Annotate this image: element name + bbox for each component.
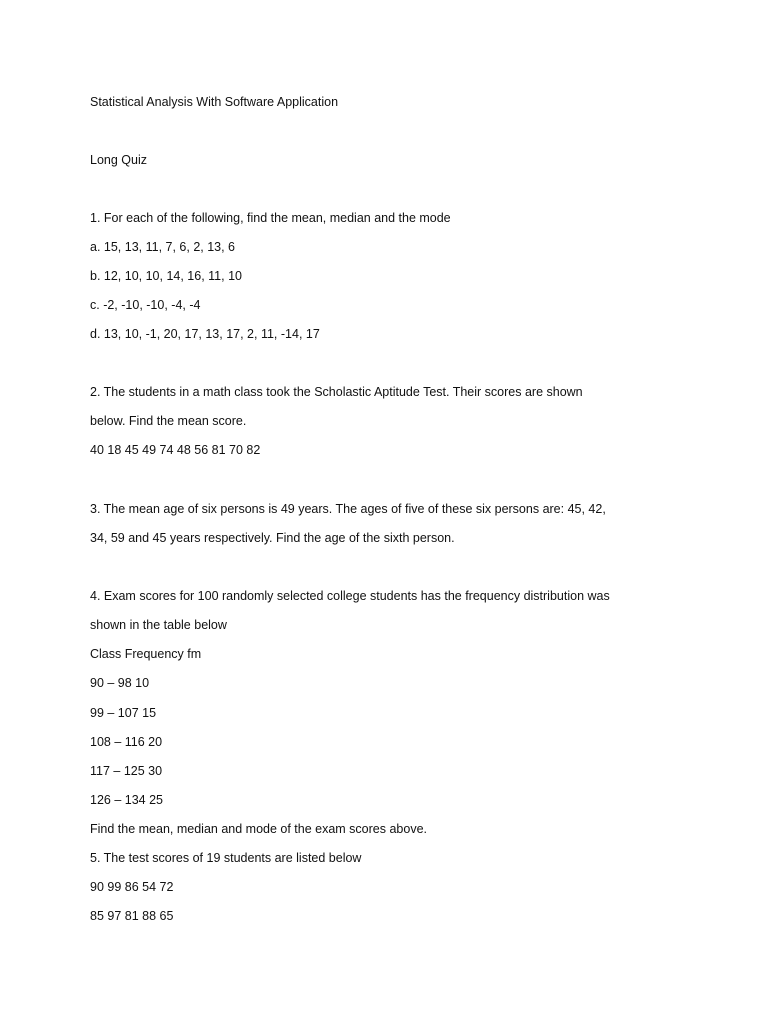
question-3-line-1: 3. The mean age of six persons is 49 years. The ages of five of these six persons are: 45, 42,	[90, 502, 606, 516]
question-4-footer: Find the mean, median and mode of the exam scores above.	[90, 822, 427, 836]
question-1-prompt: 1. For each of the following, find the mean, median and the mode	[90, 211, 451, 225]
question-1-item-c: c. -2, -10, -10, -4, -4	[90, 298, 201, 312]
question-4-line-2: shown in the table below	[90, 618, 227, 632]
question-4-table-row: 126 – 134 25	[90, 793, 163, 807]
question-3-line-2: 34, 59 and 45 years respectively. Find the age of the sixth person.	[90, 531, 455, 545]
question-5-prompt: 5. The test scores of 19 students are listed below	[90, 851, 362, 865]
question-1-item-b: b. 12, 10, 10, 14, 16, 11, 10	[90, 269, 242, 283]
document-subtitle: Long Quiz	[90, 153, 147, 167]
question-4-table-header: Class Frequency fm	[90, 647, 202, 661]
question-4-line-1: 4. Exam scores for 100 randomly selected college students has the frequency distribution was	[90, 589, 610, 603]
document-title: Statistical Analysis With Software Application	[90, 95, 339, 109]
question-4-table-row: 108 – 116 20	[90, 735, 163, 749]
question-5-row: 85 97 81 88 65	[90, 909, 174, 923]
question-5-row: 90 99 86 54 72	[90, 880, 174, 894]
question-1-item-d: d. 13, 10, -1, 20, 17, 13, 17, 2, 11, -14, 17	[90, 327, 320, 341]
question-2-line-2: below. Find the mean score.	[90, 414, 247, 428]
question-2-scores: 40 18 45 49 74 48 56 81 70 82	[90, 443, 261, 457]
question-4-table-row: 117 – 125 30	[90, 764, 163, 778]
question-4-table-row: 99 – 107 15	[90, 706, 157, 720]
question-1-item-a: a. 15, 13, 11, 7, 6, 2, 13, 6	[90, 240, 236, 254]
question-4-table-row: 90 – 98 10	[90, 676, 150, 690]
question-2-line-1: 2. The students in a math class took the Scholastic Aptitude Test. Their scores are shown	[90, 385, 583, 399]
